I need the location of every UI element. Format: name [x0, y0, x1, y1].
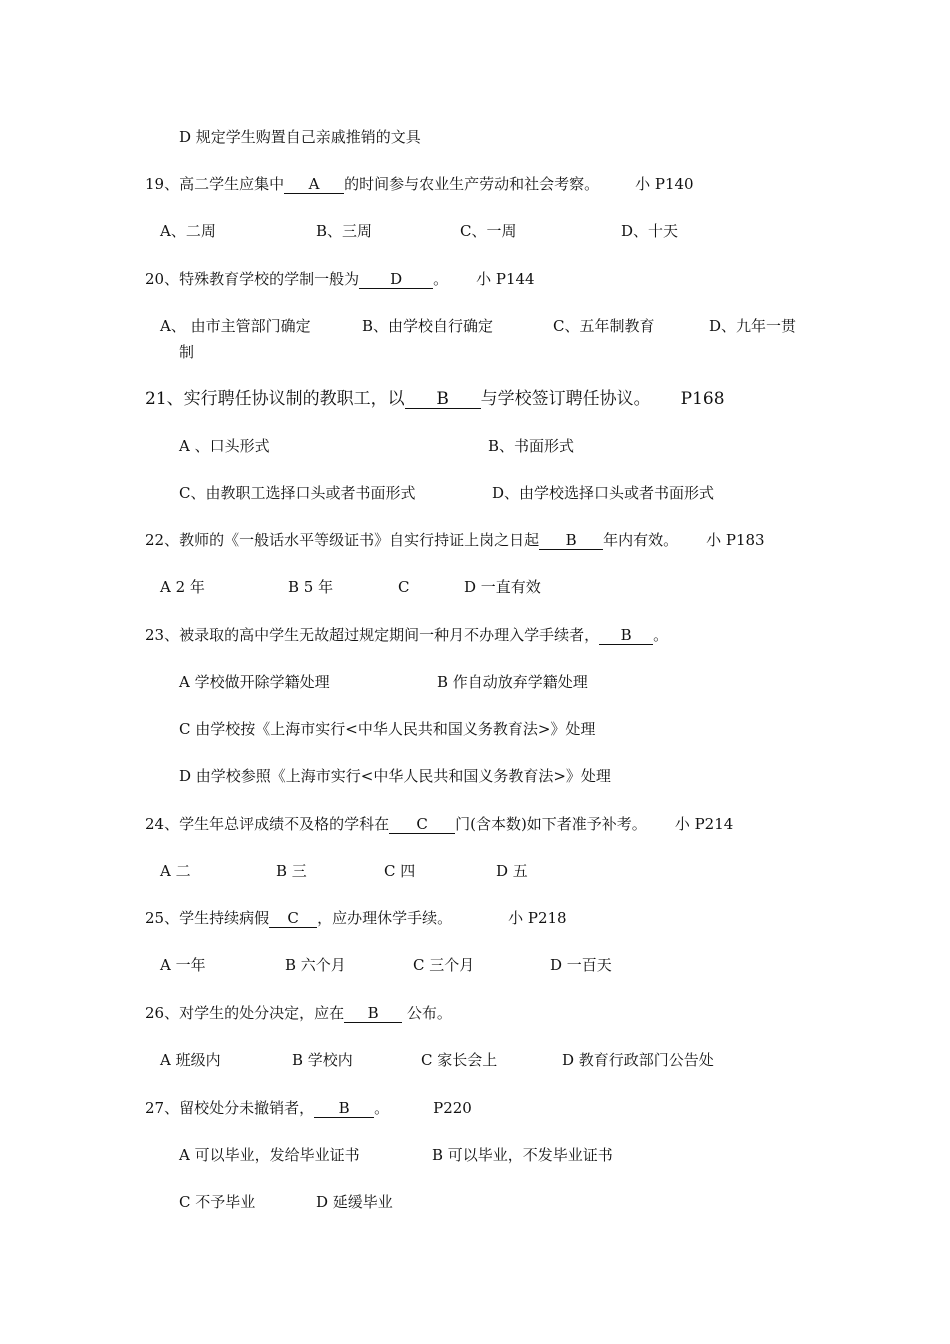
- q22-option-a: A 2 年: [160, 578, 205, 596]
- q25-text: 25、学生持续病假: [145, 909, 270, 927]
- q27-option-a: A 可以毕业，发给毕业证书: [179, 1146, 360, 1164]
- q22-answer: B: [539, 532, 603, 550]
- question-27: [145, 1098, 472, 1118]
- q20-option-c: C、五年制教育: [553, 317, 655, 335]
- q21-option-d: D、由学校选择口头或者书面形式: [492, 484, 715, 502]
- q19-page-ref: 小 P140: [635, 175, 694, 193]
- question-23: [145, 625, 668, 645]
- question-24: [145, 814, 733, 834]
- q27-text: 27、留校处分未撤销者，: [145, 1099, 315, 1117]
- q22-option-d: D 一直有效: [464, 578, 541, 596]
- q20-option-d-wrap: 制: [179, 343, 195, 361]
- q22-option-b: B 5 年: [288, 578, 334, 596]
- q27-page-ref: P220: [433, 1099, 472, 1117]
- q25-page-ref: 小 P218: [508, 909, 567, 927]
- q19-option-b: B、三周: [316, 222, 373, 240]
- q20-option-b: B、由学校自行确定: [362, 317, 494, 335]
- q23-text-end: 。: [653, 626, 669, 644]
- q25-option-a: A 一年: [160, 956, 206, 974]
- q25-option-d: D 一百天: [550, 956, 612, 974]
- q26-option-d: D 教育行政部门公告处: [562, 1051, 714, 1069]
- q27-option-b: B 可以毕业，不发毕业证书: [432, 1146, 613, 1164]
- q22-page-ref: 小 P183: [706, 531, 765, 549]
- q19-text: 19、高二学生应集中: [145, 175, 285, 193]
- q20-option-a: A、 由市主管部门确定: [160, 317, 311, 335]
- q19-option-d: D、十天: [621, 222, 679, 240]
- q26-option-a: A 班级内: [160, 1051, 221, 1069]
- q20-page-ref: 小 P144: [476, 270, 535, 288]
- q26-option-c: C 家长会上: [421, 1051, 498, 1069]
- q21-text: 21、实行聘任协议制的教职工，以: [145, 389, 405, 409]
- q23-option-d: D 由学校参照《上海市实行<中华人民共和国义务教育法>》处理: [179, 767, 611, 785]
- q20-text: 20、特殊教育学校的学制一般为: [145, 270, 360, 288]
- q19-answer: A: [284, 176, 344, 194]
- question-25: [145, 908, 567, 928]
- q20-answer: D: [359, 271, 433, 289]
- q23-answer: B: [599, 627, 653, 645]
- question-20: [145, 269, 535, 289]
- q20-text-end: 。: [433, 270, 449, 288]
- q25-option-b: B 六个月: [285, 956, 346, 974]
- q21-option-a: A 、口头形式: [179, 437, 270, 455]
- q26-text-end: 公布。: [402, 1004, 452, 1022]
- q23-text: 23、被录取的高中学生无故超过规定期间一种月不办理入学手续者，: [145, 626, 600, 644]
- question-22: [145, 530, 765, 550]
- q24-option-b: B 三: [276, 862, 307, 880]
- q23-option-b: B 作自动放弃学籍处理: [437, 673, 588, 691]
- q27-text-end: 。: [374, 1099, 390, 1117]
- q18-option-d: D 规定学生购置自己亲戚推销的文具: [179, 128, 421, 146]
- q21-text-end: 与学校签订聘任协议。: [480, 389, 651, 409]
- q22-text: 22、教师的《一般话水平等级证书》自实行持证上岗之日起: [145, 531, 540, 549]
- q26-text: 26、对学生的处分决定，应在: [145, 1004, 345, 1022]
- q21-page-ref: P168: [680, 389, 725, 409]
- q24-option-a: A 二: [160, 862, 191, 880]
- q21-option-c: C、由教职工选择口头或者书面形式: [179, 484, 416, 502]
- q22-option-c: C: [398, 578, 410, 596]
- q21-answer: B: [405, 391, 481, 409]
- q27-option-c: C 不予毕业: [179, 1193, 256, 1211]
- q24-option-c: C 四: [384, 862, 416, 880]
- q25-option-c: C 三个月: [413, 956, 475, 974]
- q23-option-c: C 由学校按《上海市实行<中华人民共和国义务教育法>》处理: [179, 720, 596, 738]
- q21-option-b: B、书面形式: [488, 437, 575, 455]
- q24-text-end: 门(含本数)如下者准予补考。: [455, 815, 647, 833]
- q19-text-end: 的时间参与农业生产劳动和社会考察。: [344, 175, 600, 193]
- question-21: [145, 389, 725, 409]
- q27-option-d: D 延缓毕业: [316, 1193, 393, 1211]
- q26-option-b: B 学校内: [292, 1051, 353, 1069]
- q19-option-a: A、二周: [160, 222, 216, 240]
- q24-text: 24、学生年总评成绩不及格的学科在: [145, 815, 390, 833]
- question-19: [145, 174, 694, 194]
- q25-text-end: ，应办理休学手续。: [317, 909, 453, 927]
- question-26: [145, 1003, 452, 1023]
- q22-text-end: 年内有效。: [603, 531, 679, 549]
- q24-option-d: D 五: [496, 862, 528, 880]
- q20-option-d: D、九年一贯: [709, 317, 797, 335]
- q24-page-ref: 小 P214: [674, 815, 734, 833]
- q26-answer: B: [344, 1005, 402, 1023]
- q23-option-a: A 学校做开除学籍处理: [179, 673, 330, 691]
- q27-answer: B: [314, 1100, 374, 1118]
- q25-answer: C: [269, 910, 317, 928]
- q19-option-c: C、一周: [460, 222, 517, 240]
- q24-answer: C: [389, 816, 455, 834]
